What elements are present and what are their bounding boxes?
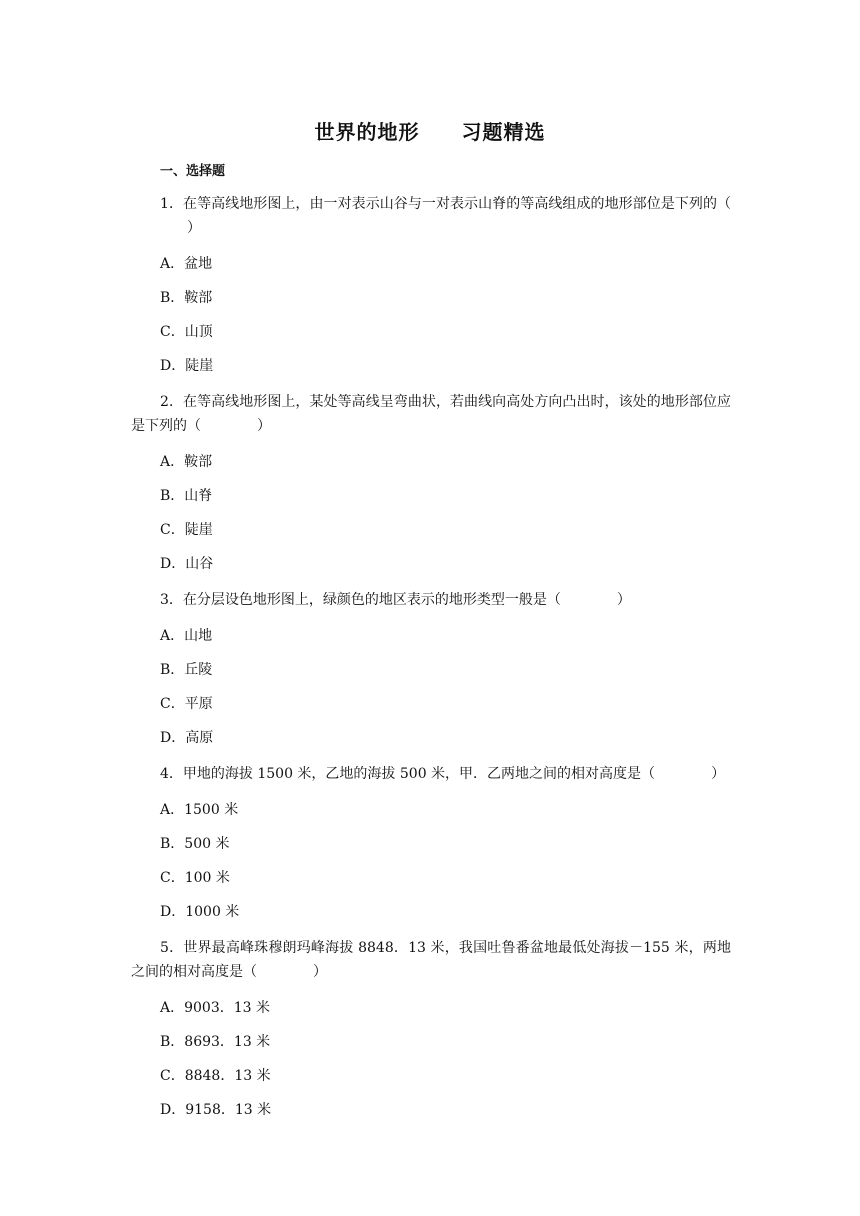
- document-title: 世界的地形 习题精选: [314, 120, 546, 144]
- question-text: 5．世界最高峰珠穆朗玛峰海拔 8848．13 米，我国吐鲁番盆地最低处海拔－155 米，两地之间的相对高度是（: [131, 940, 731, 980]
- option-c: C．平原: [160, 696, 213, 712]
- question-close: ）: [257, 418, 271, 434]
- option-d: D．9158．13 米: [160, 1102, 272, 1118]
- option-a: A．山地: [160, 628, 213, 644]
- option-a: A．鞍部: [160, 454, 213, 470]
- option-c: C．100 米: [160, 870, 230, 886]
- option-b: B．鞍部: [160, 290, 213, 306]
- option-d: D．山谷: [160, 556, 214, 572]
- question-close: ）: [313, 964, 327, 980]
- option-a: A．9003．13 米: [160, 1000, 271, 1016]
- question-stem: [131, 762, 731, 786]
- question-1: [0, 192, 860, 376]
- option-d: D．高原: [160, 730, 214, 746]
- section-heading: 一、选择题: [160, 164, 226, 179]
- question-stem: [131, 936, 731, 984]
- option-d: D．1000 米: [160, 904, 240, 920]
- option-a: A．盆地: [160, 256, 213, 272]
- question-5: [0, 936, 860, 1120]
- question-text: 2．在等高线地形图上，某处等高线呈弯曲状，若曲线向高处方向凸出时，该处的地形部位应是下列的（: [131, 394, 731, 434]
- question-close: ）: [711, 766, 726, 782]
- option-b: B．8693．13 米: [160, 1034, 271, 1050]
- question-stem: [131, 588, 731, 612]
- option-d: D．陡崖: [160, 358, 214, 374]
- question-2: [0, 390, 860, 574]
- question-text: 1．在等高线地形图上，由一对表示山谷与一对表示山脊的等高线组成的地形部位是下列的（: [160, 196, 731, 212]
- question-text: 4．甲地的海拔 1500 米，乙地的海拔 500 米，甲．乙两地之间的相对高度是（: [160, 766, 656, 782]
- question-close: ）: [616, 592, 631, 608]
- option-c: C．8848．13 米: [160, 1068, 271, 1084]
- option-c: C．陡崖: [160, 522, 213, 538]
- option-c: C．山顶: [160, 324, 213, 340]
- option-b: B．500 米: [160, 836, 230, 852]
- option-b: B．丘陵: [160, 662, 213, 678]
- question-text: 3．在分层设色地形图上，绿颜色的地区表示的地形类型一般是（: [160, 592, 561, 608]
- question-close: ）: [187, 220, 201, 236]
- question-4: [0, 762, 860, 922]
- question-stem: [131, 192, 731, 240]
- question-3: [0, 588, 860, 748]
- question-list: [0, 192, 860, 1120]
- option-b: B．山脊: [160, 488, 213, 504]
- question-stem: [131, 390, 731, 438]
- option-a: A．1500 米: [160, 802, 239, 818]
